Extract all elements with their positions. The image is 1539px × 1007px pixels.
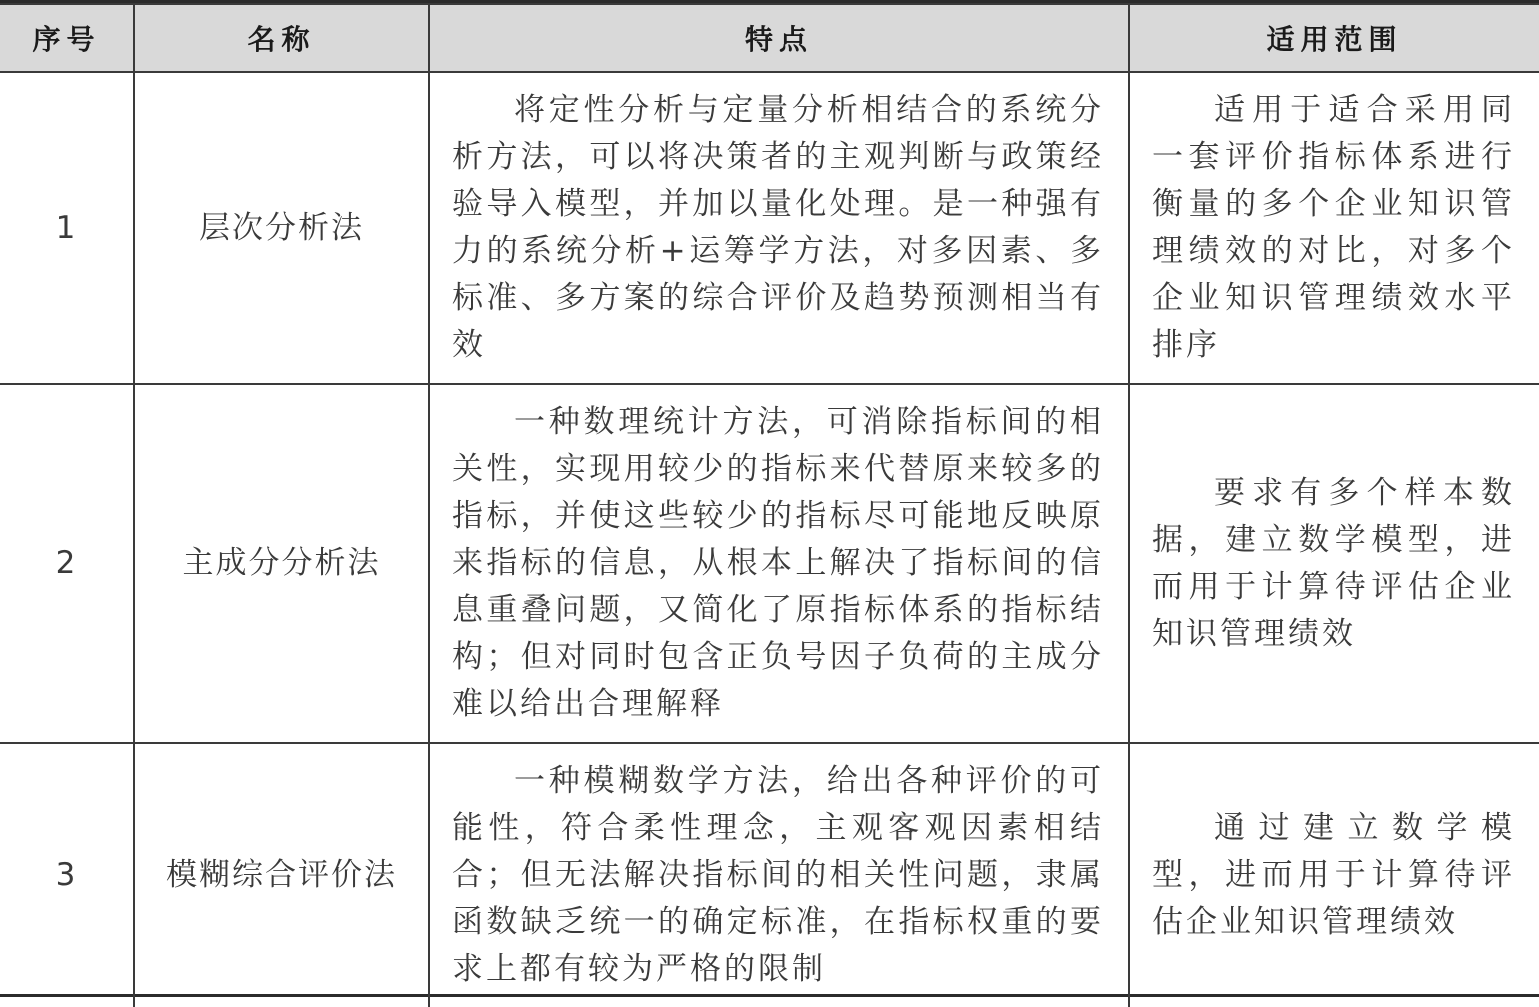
row-number: 2 — [0, 384, 134, 743]
row-number: 3 — [0, 743, 134, 1007]
table-row — [0, 384, 1539, 743]
method-scope: 通过建立数学模型，进而用于计算待评估企业知识管理绩效 — [1129, 743, 1539, 1007]
header-features: 特点 — [429, 4, 1129, 72]
header-name: 名称 — [134, 4, 429, 72]
method-features: 一种数理统计方法，可消除指标间的相关性，实现用较少的指标来代替原来较多的指标，并使这些较少的指标尽可能地反映原来指标的信息，从根本上解决了指标间的信息重叠问题，又简化了原指标体系的指标结构；但对同时包含正负号因子负荷的主成分难以给出合理解释 — [429, 384, 1129, 743]
table-row — [0, 743, 1539, 1007]
row-number: 1 — [0, 72, 134, 384]
method-scope: 适用于适合采用同一套评价指标体系进行衡量的多个企业知识管理绩效的对比，对多个企业知识管理绩效水平排序 — [1129, 72, 1539, 384]
method-name: 主成分分析法 — [134, 384, 429, 743]
methods-table — [0, 3, 1539, 1007]
table-header-row — [0, 4, 1539, 72]
table-row — [0, 72, 1539, 384]
method-name: 模糊综合评价法 — [134, 743, 429, 1007]
method-name: 层次分析法 — [134, 72, 429, 384]
method-features: 一种模糊数学方法，给出各种评价的可能性，符合柔性理念，主观客观因素相结合；但无法解决指标间的相关性问题，隶属函数缺乏统一的确定标准，在指标权重的要求上都有较为严格的限制 — [429, 743, 1129, 1007]
method-features: 将定性分析与定量分析相结合的系统分析方法，可以将决策者的主观判断与政策经验导入模型，并加以量化处理。是一种强有力的系统分析+运筹学方法，对多因素、多标准、多方案的综合评价及趋势预测相当有效 — [429, 72, 1129, 384]
header-number: 序号 — [0, 4, 134, 72]
method-scope: 要求有多个样本数据，建立数学模型，进而用于计算待评估企业知识管理绩效 — [1129, 384, 1539, 743]
header-scope: 适用范围 — [1129, 4, 1539, 72]
